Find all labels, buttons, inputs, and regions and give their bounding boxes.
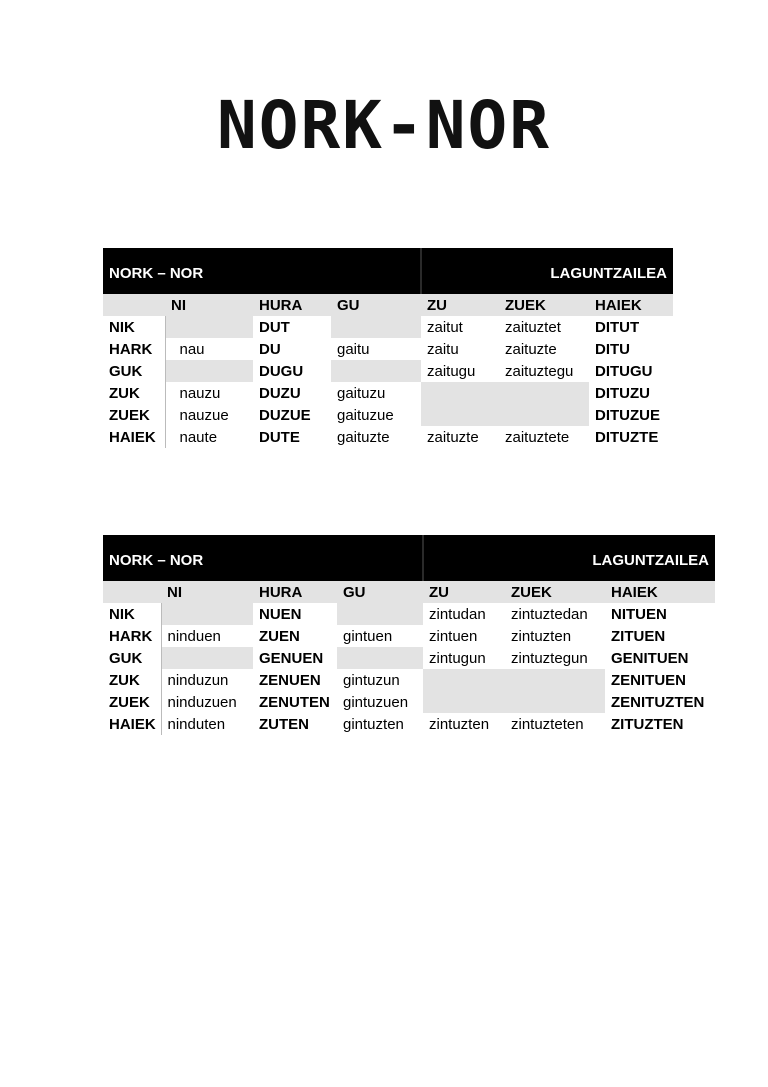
table-row xyxy=(103,647,715,669)
table-cell: zaitu xyxy=(427,340,459,358)
row-label: NIK xyxy=(103,316,165,338)
table-cell: zaituztegu xyxy=(505,362,574,380)
row-label: HAIEK xyxy=(103,713,161,735)
table-header-left: NORK – NOR xyxy=(103,248,421,294)
column-header: NI xyxy=(165,294,253,316)
row-label: GUK xyxy=(103,360,165,382)
table-cell xyxy=(421,404,499,426)
table-cell: zintuzteten xyxy=(511,715,584,733)
table-cell xyxy=(421,382,499,404)
table-cell: zintuen xyxy=(429,627,478,645)
table-cell: DUGU xyxy=(259,362,304,380)
table-cell xyxy=(337,647,423,669)
table-cell: ninduzun xyxy=(167,671,229,689)
row-label: HARK xyxy=(103,625,161,647)
table-cell: ZENUTEN xyxy=(259,693,330,711)
table-cell: DUT xyxy=(259,318,290,336)
table-row xyxy=(103,316,673,338)
table-header-left: NORK – NOR xyxy=(103,535,423,581)
row-label: ZUEK xyxy=(103,404,165,426)
table-cell: nauzue xyxy=(179,406,229,424)
table-cell: zintudan xyxy=(429,605,486,623)
table-cell: zintuzten xyxy=(429,715,490,733)
row-label: HAIEK xyxy=(103,426,165,448)
table-cell: gintuzun xyxy=(343,671,400,689)
table-cell: ninduzuen xyxy=(167,693,237,711)
table-cell: ZITUZTEN xyxy=(611,715,684,733)
table-cell xyxy=(165,360,253,382)
table-cell xyxy=(331,360,421,382)
table-cell: zintuztedan xyxy=(511,605,588,623)
table-row xyxy=(103,669,715,691)
conjugation-table-present xyxy=(103,248,673,448)
table-cell: DUZUE xyxy=(259,406,311,424)
table-header-right: LAGUNTZAILEA xyxy=(423,535,715,581)
table-cell: NITUEN xyxy=(611,605,667,623)
table-cell: zaitut xyxy=(427,318,463,336)
column-header: HURA xyxy=(253,294,331,316)
table-cell: zaitugu xyxy=(427,362,476,380)
table-cell: GENITUEN xyxy=(611,649,689,667)
table-cell: nauzu xyxy=(179,384,221,402)
column-header: HAIEK xyxy=(605,581,715,603)
column-header: GU xyxy=(337,581,423,603)
table-cell: ZUEN xyxy=(259,627,300,645)
table-cell xyxy=(161,603,253,625)
table-cell: DU xyxy=(259,340,281,358)
table-cell: DITUZUE xyxy=(595,406,660,424)
table-cell xyxy=(505,691,605,713)
table-cell: ninduen xyxy=(167,627,221,645)
table-cell xyxy=(331,316,421,338)
table-cell xyxy=(499,382,589,404)
table-cell: ZENITUZTEN xyxy=(611,693,705,711)
row-label: ZUK xyxy=(103,669,161,691)
row-label: NIK xyxy=(103,603,161,625)
table-cell: zaituzte xyxy=(505,340,557,358)
column-header: HURA xyxy=(253,581,337,603)
table-cell: ZENITUEN xyxy=(611,671,686,689)
table-cell: gintuzuen xyxy=(343,693,409,711)
table-cell: ZITUEN xyxy=(611,627,666,645)
column-header-corner xyxy=(103,581,161,603)
table-cell: DITUT xyxy=(595,318,640,336)
row-label: ZUEK xyxy=(103,691,161,713)
table-cell: zintugun xyxy=(429,649,486,667)
table-cell xyxy=(337,603,423,625)
table-cell: DITUZU xyxy=(595,384,650,402)
table-cell: gaitu xyxy=(337,340,370,358)
table-header-right: LAGUNTZAILEA xyxy=(421,248,673,294)
row-label: ZUK xyxy=(103,382,165,404)
table-cell: NUEN xyxy=(259,605,302,623)
table-cell: DITU xyxy=(595,340,630,358)
table-cell xyxy=(499,404,589,426)
column-header: ZU xyxy=(421,294,499,316)
row-label: HARK xyxy=(103,338,165,360)
table-cell: DUZU xyxy=(259,384,301,402)
table-row xyxy=(103,404,673,426)
table-row xyxy=(103,603,715,625)
column-header: NI xyxy=(161,581,253,603)
table-cell: gaituzue xyxy=(337,406,394,424)
table-row xyxy=(103,360,673,382)
table-cell: zintuzten xyxy=(511,627,572,645)
row-label: GUK xyxy=(103,647,161,669)
table-cell: DITUGU xyxy=(595,362,653,380)
table-cell: gaituzu xyxy=(337,384,386,402)
page-title: NORK-NOR xyxy=(217,87,551,164)
table-row xyxy=(103,338,673,360)
table-cell xyxy=(165,316,253,338)
column-header: GU xyxy=(331,294,421,316)
table-cell: DUTE xyxy=(259,428,300,446)
table-cell: zaituzte xyxy=(427,428,479,446)
table-cell xyxy=(161,647,253,669)
column-header: ZUEK xyxy=(505,581,605,603)
table-cell: gaituzte xyxy=(337,428,390,446)
table-cell: zaituztete xyxy=(505,428,570,446)
table-row xyxy=(103,713,715,735)
table-cell: zintuztegun xyxy=(511,649,588,667)
column-header: ZUEK xyxy=(499,294,589,316)
table-cell xyxy=(423,669,505,691)
table-cell: DITUZTE xyxy=(595,428,659,446)
table-cell: ZENUEN xyxy=(259,671,321,689)
column-header: ZU xyxy=(423,581,505,603)
column-header: HAIEK xyxy=(589,294,673,316)
table-cell: naute xyxy=(179,428,218,446)
table-cell: ZUTEN xyxy=(259,715,309,733)
table-cell: GENUEN xyxy=(259,649,324,667)
table-cell: zaituztet xyxy=(505,318,561,336)
table-cell: gintuen xyxy=(343,627,393,645)
table-row xyxy=(103,382,673,404)
table-cell xyxy=(423,691,505,713)
table-cell xyxy=(505,669,605,691)
table-row xyxy=(103,625,715,647)
table-cell: nau xyxy=(179,340,205,358)
table-row xyxy=(103,426,673,448)
table-cell: ninduten xyxy=(167,715,226,733)
table-cell: gintuzten xyxy=(343,715,404,733)
table-row xyxy=(103,691,715,713)
conjugation-table-past xyxy=(103,535,715,735)
column-header-corner xyxy=(103,294,165,316)
